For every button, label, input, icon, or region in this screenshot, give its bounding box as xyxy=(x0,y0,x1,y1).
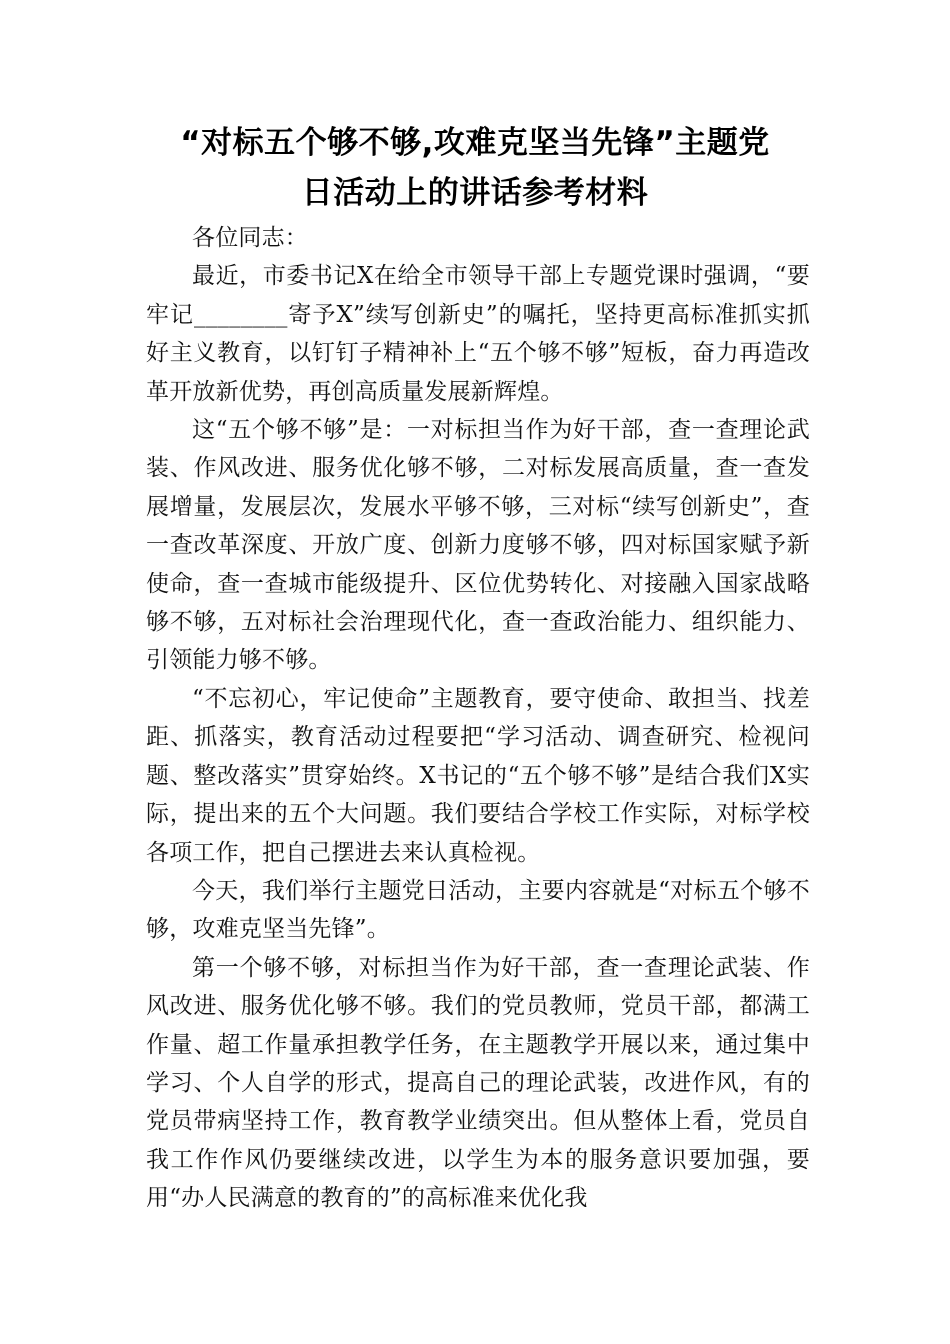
greeting: 各位同志： xyxy=(192,225,308,251)
title-line-1: “对标五个够不够,攻难克坚当先锋”主题党 xyxy=(180,125,770,161)
document-title xyxy=(145,118,805,218)
paragraph-2: 这“五个够不够”是：一对标担当作为好干部，查一查理论武装、作风改进、服务优化够不够，二对标发展高质量，查一查发展增量，发展层次，发展水平够不够，三对标“续写创新史”，查一查改革深度、开放广度、创新力度够不够，四对标国家赋予新使命，查一查城市能级提升、区位优势转化、对接融入国家战略够不够，五对标社会治理现代化，查一查政治能力、组织能力、引领能力够不够。 xyxy=(146,417,810,674)
paragraph-3: “不忘初心，牢记使命”主题教育，要守使命、敢担当、找差距、抓落实，教育活动过程要把“学习活动、调查研究、检视问题、整改落实”贯穿始终。X书记的“五个够不够”是结合我们X实际，提出来的五个大问题。我们要结合学校工作实际，对标学校各项工作，把自己摆进去来认真检视。 xyxy=(146,685,810,866)
title-line-2: 日活动上的讲话参考材料 xyxy=(301,175,649,211)
paragraph-5: 第一个够不够，对标担当作为好干部，查一查理论武装、作风改进、服务优化够不够。我们的党员教师，党员干部，都满工作量、超工作量承担教学任务，在主题教学开展以来，通过集中学习、个人自学的形式，提高自己的理论武装，改进作风，有的党员带病坚持工作，教育教学业绩突出。但从整体上看，党员自我工作作风仍要继续改进，以学生为本的服务意识要加强，要用“办人民满意的教育的”的高标准来优化我 xyxy=(146,954,810,1212)
document-body xyxy=(146,219,810,1218)
paragraph-1: 最近，市委书记X在给全市领导干部上专题党课时强调，“要牢记________寄予X”续写创新史”的嘱托，坚持更高标准抓实抓好主义教育，以钉钉子精神补上“五个够不够”短板，奋力再造改革开放新优势，再创高质量发展新辉煌。 xyxy=(146,263,810,405)
paragraph-4: 今天，我们举行主题党日活动，主要内容就是“对标五个够不够，攻难克坚当先锋”。 xyxy=(146,877,810,943)
